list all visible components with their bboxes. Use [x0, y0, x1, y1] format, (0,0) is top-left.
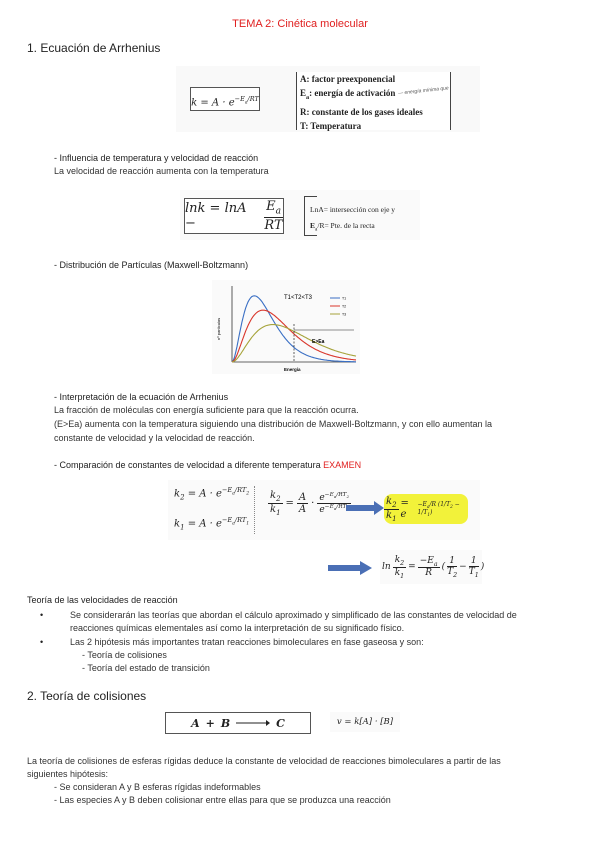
reaction-equation — [165, 712, 311, 734]
handwritten-note: — energía mínima que — [397, 85, 450, 97]
interpretation-title: - Interpretación de la ecuación de Arrhenius — [54, 392, 229, 402]
theory-bullet1b: reacciones químicas elementales así como la interpretación de su significado físico. — [70, 623, 405, 633]
reaction-arrow-icon — [236, 719, 270, 727]
arrhenius-legend — [296, 72, 451, 130]
theory-bullet1a: Se considerarán las teorías que abordan el cálculo aproximado y simplificado de las constantes de velocidad de — [70, 610, 517, 620]
ratio-expression: $\frac{k_2}{k_1}$ = $\frac{A}{A}$ · $\frac{e^{-E_a/RT_2}}{e^{-E_a/RT}}$ — [270, 490, 350, 517]
ln-a-note: LnA= intersección con eje y — [310, 205, 396, 214]
section-heading-arrhenius: 1. Ecuación de Arrhenius — [27, 41, 161, 55]
distribution-title: - Distribución de Partículas (Maxwell-Boltzmann) — [54, 260, 249, 270]
collision-para1: La teoría de colisiones de esferas rígidas deduce la constante de velocidad de reacciones bimoleculares a partir de las — [27, 756, 501, 766]
chart-title: T1<T2<T3 — [284, 295, 313, 301]
reactant-b: B — [220, 716, 231, 730]
y-axis-label: nº partículas — [216, 317, 221, 340]
linearized-equation-figure — [180, 190, 420, 240]
legend-ea: $E_a$: energía de activación — [300, 88, 396, 101]
interpretation-line3: constante de velocidad y la velocidad de reacción. — [54, 433, 255, 443]
interpretation-line2: (E>Ea) aumenta con la temperatura siguiendo una distribución de Maxwell-Boltzmann, y con ello aumentan la — [54, 419, 492, 429]
hypothesis-1: - Se consideran A y B esferas rígidas indeformables — [54, 782, 261, 792]
theory-sub2: - Teoría del estado de transición — [82, 663, 210, 673]
plus-sign: + — [205, 716, 215, 730]
influence-text: La velocidad de reacción aumenta con la temperatura — [54, 166, 269, 176]
exam-tag: EXAMEN — [323, 460, 362, 470]
arrhenius-equation-figure — [176, 66, 480, 132]
document-title: TEMA 2: Cinética molecular — [232, 18, 368, 30]
ln-ratio-equation: ln $\frac{k_2}{k_1}$ = $\frac{-E_a}{R}$ ( $\frac{1}{T_2}$ − $\frac{1}{T_1}$ ) — [380, 550, 482, 584]
comparison-title: - Comparación de constantes de velocidad a diferente temperatura EXAMEN — [54, 460, 362, 470]
legend-t: T: Temperatura — [300, 120, 362, 131]
legend-label-t1: T1 — [342, 296, 347, 301]
legend-r: R: constante de los gases ideales — [300, 106, 423, 117]
bullet-icon: • — [40, 610, 44, 620]
rate-equation: v = k[A] · [B] — [330, 712, 400, 732]
arrhenius-equation: $k = A \cdot e^{-E_a/RT}$ — [190, 87, 260, 111]
linearized-legend — [310, 202, 395, 238]
highlighted-result: $\frac{k_2}{k_1}$ = e $-E_a/R$ $(1/T_2 - 1/T_1)$ — [384, 494, 468, 524]
legend-a: A: factor preexponencial — [300, 74, 396, 84]
bullet-icon: • — [40, 637, 44, 647]
threshold-annotation: E>Ea — [312, 339, 325, 345]
linearized-arrhenius-equation: lnk = lnA − $\frac{E_a}{RT}$ — [185, 199, 283, 233]
hypothesis-2: - Las especies A y B deben colisionar entre ellas para que se produzca una reacción — [54, 795, 391, 805]
product-c: C — [276, 716, 285, 730]
maxwell-boltzmann-chart — [212, 280, 360, 374]
rate-constants-comparison-figure — [168, 480, 480, 540]
divider — [254, 486, 256, 534]
influence-title: - Influencia de temperatura y velocidad de reacción — [54, 153, 259, 163]
x-axis-label: Energía — [284, 367, 301, 372]
k1-expression: $k_1 = A \cdot e^{-E_a/RT_1}$ — [174, 516, 250, 532]
reactant-a: A — [191, 716, 200, 730]
legend-label-t2: T2 — [342, 304, 347, 309]
legend-label-t3: T3 — [342, 312, 347, 317]
k2-expression: $k_2 = A \cdot e^{-E_a/RT_2}$ — [174, 486, 250, 502]
theory-bullet2: Las 2 hipótesis más importantes tratan reacciones bimoleculares en fase gaseosa y son: — [70, 637, 424, 647]
section-heading-collisions: 2. Teoría de colisiones — [27, 689, 147, 703]
slope-note: $E_a/R=$ Pte. de la recta — [310, 221, 375, 233]
theory-sub1: - Teoría de colisiones — [82, 650, 167, 660]
interpretation-line1: La fracción de moléculas con energía suficiente para que la reacción ocurra. — [54, 405, 359, 415]
right-arrow-icon — [346, 500, 386, 516]
right-arrow-icon-2 — [328, 560, 374, 576]
collision-para2: siguientes hipótesis: — [27, 769, 109, 779]
theory-heading: Teoría de las velocidades de reacción — [27, 595, 178, 605]
